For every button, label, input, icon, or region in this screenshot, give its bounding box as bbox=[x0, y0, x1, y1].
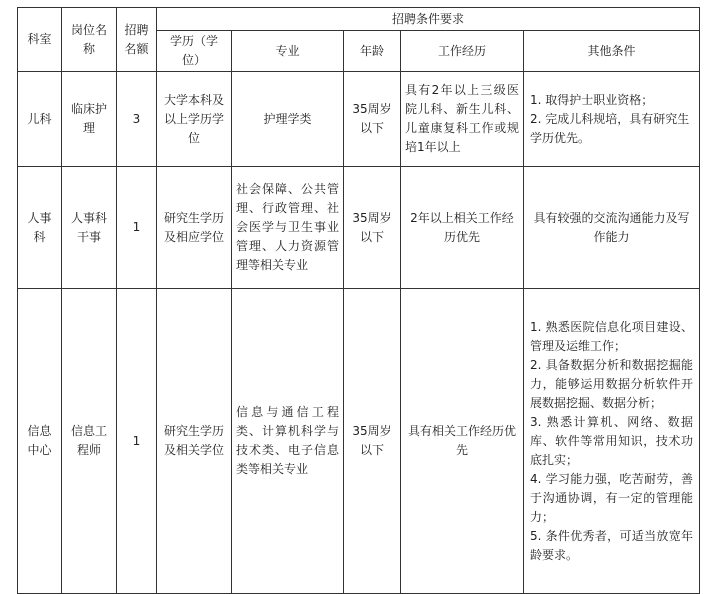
header-row-top bbox=[18, 8, 700, 31]
list-item: 4. 学习能力强，吃苦耐劳，善于沟通协调，有一定的管理能力； bbox=[530, 471, 693, 524]
list-item: 1. 取得护士职业资格； bbox=[530, 92, 654, 107]
cell-major: 信息与通信工程类、计算机科学与技术类、电子信息类等相关专业 bbox=[232, 289, 344, 594]
list-item: 5. 条件优秀者，可适当放宽年龄要求。 bbox=[530, 528, 693, 562]
table-row bbox=[18, 72, 700, 167]
header-experience: 工作经历 bbox=[401, 31, 524, 72]
cell-education: 研究生学历及相应学位 bbox=[157, 167, 232, 289]
recruitment-table bbox=[17, 7, 700, 594]
cell-other bbox=[524, 72, 700, 167]
cell-department: 信息中心 bbox=[18, 289, 62, 594]
cell-age: 35周岁以下 bbox=[344, 289, 401, 594]
cell-position: 人事科干事 bbox=[62, 167, 117, 289]
header-other: 其他条件 bbox=[524, 31, 700, 72]
cell-experience: 具有2年以上三级医院儿科、新生儿科、儿童康复科工作或规培1年以上 bbox=[401, 72, 524, 167]
cell-major: 社会保障、公共管理、行政管理、社会医学与卫生事业管理、人力资源管理等相关专业 bbox=[232, 167, 344, 289]
other-conditions-list bbox=[530, 91, 693, 148]
list-item: 1. 熟悉医院信息化项目建设、管理及运维工作； bbox=[530, 319, 693, 353]
cell-headcount: 1 bbox=[117, 289, 157, 594]
list-item: 2. 完成儿科规培，具有研究生学历优先。 bbox=[530, 111, 690, 145]
header-department: 科室 bbox=[18, 8, 62, 72]
cell-other bbox=[524, 289, 700, 594]
cell-department: 人事科 bbox=[18, 167, 62, 289]
header-major: 专业 bbox=[232, 31, 344, 72]
other-conditions-list bbox=[530, 318, 693, 565]
table-row bbox=[18, 289, 700, 594]
cell-experience: 具有相关工作经历优先 bbox=[401, 289, 524, 594]
cell-age: 35周岁以下 bbox=[344, 72, 401, 167]
header-position-name: 岗位名称 bbox=[62, 8, 117, 72]
list-item: 具有较强的交流沟通能力及写作能力 bbox=[533, 210, 690, 244]
cell-position: 信息工程师 bbox=[62, 289, 117, 594]
cell-major: 护理学类 bbox=[232, 72, 344, 167]
header-headcount: 招聘名额 bbox=[117, 8, 157, 72]
cell-education: 研究生学历及相关学位 bbox=[157, 289, 232, 594]
cell-other bbox=[524, 167, 700, 289]
cell-age: 35周岁以下 bbox=[344, 167, 401, 289]
cell-headcount: 1 bbox=[117, 167, 157, 289]
cell-headcount: 3 bbox=[117, 72, 157, 167]
cell-position: 临床护理 bbox=[62, 72, 117, 167]
header-age: 年龄 bbox=[344, 31, 401, 72]
cell-education: 大学本科及以上学历学位 bbox=[157, 72, 232, 167]
list-item: 3. 熟悉计算机、网络、数据库、软件等常用知识，技术功底扎实； bbox=[530, 414, 693, 467]
cell-experience: 2年以上相关工作经历优先 bbox=[401, 167, 524, 289]
cell-department: 儿科 bbox=[18, 72, 62, 167]
table-row bbox=[18, 167, 700, 289]
other-conditions-list bbox=[530, 209, 693, 247]
header-education: 学历（学位） bbox=[157, 31, 232, 72]
header-requirements-group: 招聘条件要求 bbox=[157, 8, 700, 31]
list-item: 2. 具备数据分析和数据挖掘能力，能够运用数据分析软件开展数据挖掘、数据分析； bbox=[530, 357, 693, 410]
